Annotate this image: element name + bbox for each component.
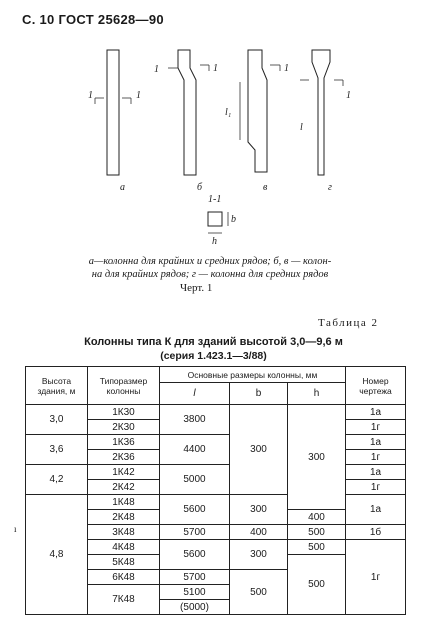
col-a-mark-left: 1	[88, 90, 93, 101]
table-row	[26, 495, 406, 510]
cell-drawing: 1а	[346, 405, 406, 420]
cell-drawing: 1г	[346, 540, 406, 615]
column-drawing	[0, 40, 427, 250]
caption-line-1: а—колонна для крайних и средних рядов; б, в — колон-	[88, 256, 332, 267]
cell-b: 500	[230, 570, 288, 615]
cell-height: 4,2	[26, 465, 88, 495]
cell-h: 500	[288, 555, 346, 615]
table-subtitle: (серия 1.423.1—3/88)	[160, 350, 267, 362]
col-g-mark-right: 1	[346, 90, 351, 101]
cell-type: 1К48	[88, 495, 160, 510]
col-v-mark-right: 1	[284, 63, 289, 74]
table-row	[26, 405, 406, 420]
cell-type: 2К48	[88, 510, 160, 525]
col-b-mark-left: 1	[154, 64, 159, 75]
col-v-label: в	[263, 182, 268, 193]
cell-l: 5000	[160, 465, 230, 495]
col-b-label: б	[197, 182, 203, 193]
col-a-mark-right: 1	[136, 90, 141, 101]
cell-type: 5К48	[88, 555, 160, 570]
cell-type: 3К48	[88, 525, 160, 540]
cell-drawing: 1г	[346, 450, 406, 465]
cell-l: 5100	[160, 585, 230, 600]
cell-height: 3,6	[26, 435, 88, 465]
cell-type: 2К42	[88, 480, 160, 495]
header-b: b	[230, 383, 288, 405]
header-height: Высота здания, м	[26, 367, 88, 405]
cell-type: 1К30	[88, 405, 160, 420]
cell-h: 500	[288, 525, 346, 540]
cell-l: 5700	[160, 525, 230, 540]
cell-b: 300	[230, 540, 288, 570]
table-number: Таблица 2	[318, 317, 379, 329]
header-h: h	[288, 383, 346, 405]
header-type: Типоразмер колонны	[88, 367, 160, 405]
column-a	[88, 50, 141, 193]
cell-l: 5700	[160, 570, 230, 585]
table-row	[26, 435, 406, 450]
cell-l: (5000)	[160, 600, 230, 615]
table-row	[26, 465, 406, 480]
column-b	[154, 50, 218, 193]
section-1-1	[208, 194, 236, 247]
cell-drawing: 1а	[346, 465, 406, 480]
cell-drawing: 1а	[346, 435, 406, 450]
col-b-mark-right: 1	[213, 63, 218, 74]
figure-label: Черт. 1	[180, 282, 213, 294]
figure-caption	[50, 255, 370, 281]
cell-drawing: 1г	[346, 420, 406, 435]
cell-type: 2К36	[88, 450, 160, 465]
margin-mark: ı	[14, 524, 17, 534]
column-v	[225, 50, 289, 193]
cell-h: 500	[288, 540, 346, 555]
cell-type: 4К48	[88, 540, 160, 555]
cell-type: 1К42	[88, 465, 160, 480]
cell-type: 1К36	[88, 435, 160, 450]
table-title: Колонны типа К для зданий высотой 3,0—9,6 м	[84, 336, 343, 348]
cell-l: 5600	[160, 540, 230, 570]
section-label: 1-1	[208, 194, 222, 205]
cell-b: 300	[230, 405, 288, 495]
cell-type: 6К48	[88, 570, 160, 585]
caption-line-2: на для крайних рядов; г — колонна для средних рядов	[91, 269, 329, 280]
cell-type: 7К48	[88, 585, 160, 615]
column-g	[300, 50, 351, 193]
cell-h: 300	[288, 405, 346, 510]
col-g-length: l	[300, 122, 303, 133]
col-a-label: а	[120, 182, 125, 193]
cell-l: 3800	[160, 405, 230, 435]
cell-height: 4,8	[26, 495, 88, 615]
cell-drawing: 1б	[346, 525, 406, 540]
cell-l: 4400	[160, 435, 230, 465]
cell-drawing: 1а	[346, 495, 406, 525]
section-h: h	[212, 236, 217, 247]
cell-height: 3,0	[26, 405, 88, 435]
header-l: l	[160, 383, 230, 405]
cell-type: 2К30	[88, 420, 160, 435]
header-dimensions: Основные размеры колонны, мм	[160, 367, 346, 383]
col-v-dim: l₁	[225, 107, 232, 118]
cell-b: 300	[230, 495, 288, 525]
section-b: b	[231, 214, 236, 225]
col-g-label: г	[328, 182, 332, 193]
header-drawing: Номер чертежа	[346, 367, 406, 405]
columns-table	[25, 366, 406, 615]
cell-b: 400	[230, 525, 288, 540]
cell-h: 400	[288, 510, 346, 525]
cell-l: 5600	[160, 495, 230, 525]
cell-drawing: 1г	[346, 480, 406, 495]
page-header: С. 10 ГОСТ 25628—90	[22, 12, 164, 27]
